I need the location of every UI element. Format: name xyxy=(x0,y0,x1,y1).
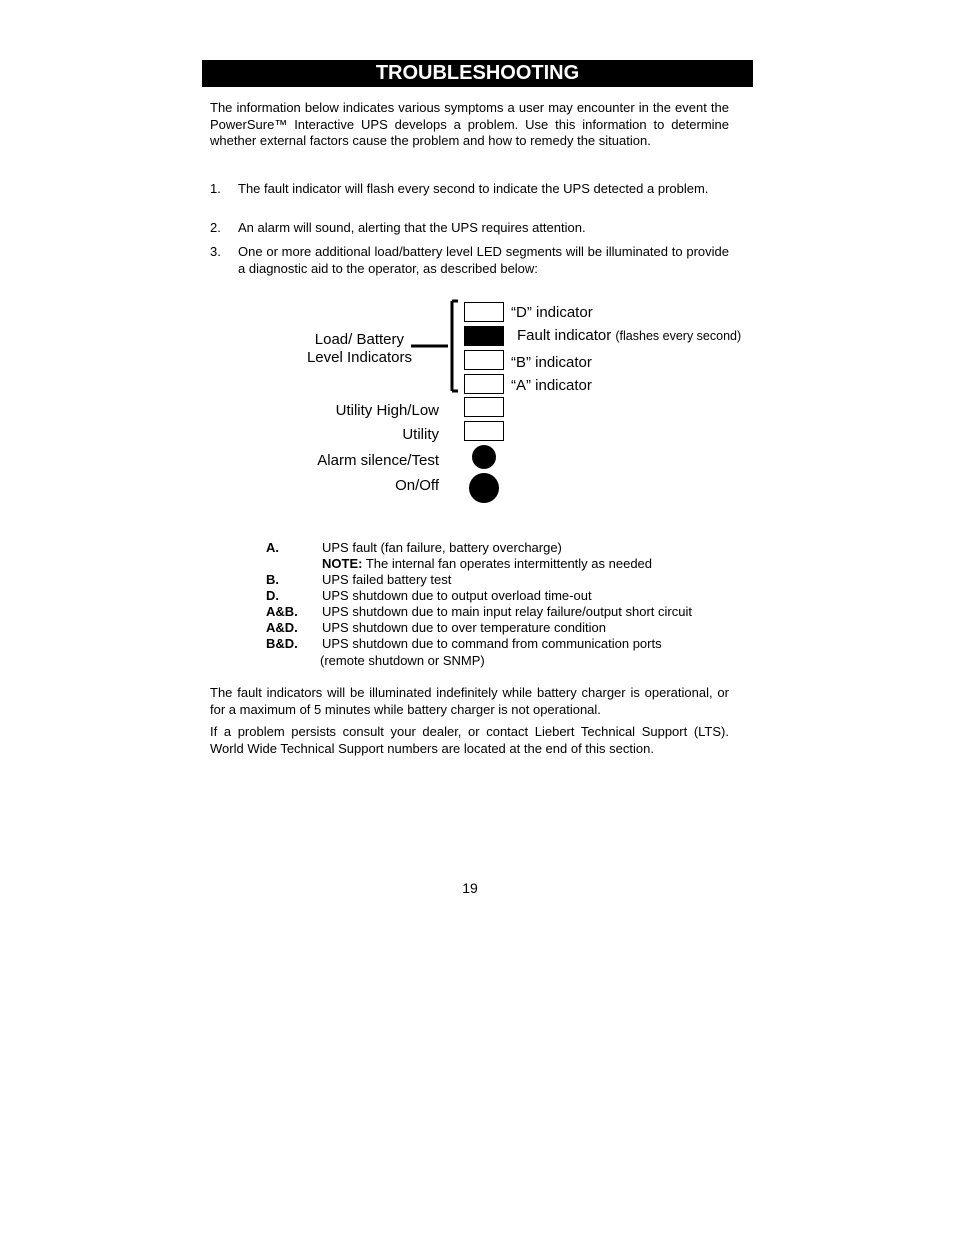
note-label: NOTE: xyxy=(322,556,363,571)
code-key: B. xyxy=(266,572,279,587)
group-label-line1: Load/ Battery xyxy=(314,331,404,348)
fault-indicator-text: Fault indicator xyxy=(517,327,612,344)
led-fault-indicator xyxy=(464,326,504,346)
led-d-indicator xyxy=(464,302,504,322)
code-value: UPS fault (fan failure, battery overcharge) xyxy=(322,540,562,555)
list-item xyxy=(210,220,729,237)
code-value: UPS shutdown due to main input relay failure/output short circuit xyxy=(322,604,692,619)
a-indicator-label: “A” indicator xyxy=(511,377,592,394)
bracket-connector xyxy=(408,298,464,394)
code-value: (remote shutdown or SNMP) xyxy=(320,653,485,668)
d-indicator-label: “D” indicator xyxy=(511,304,593,321)
led-b-indicator xyxy=(464,350,504,370)
list-text: One or more additional load/battery level LED segments will be illuminated to provide a diagnostic aid to the operator, as described below: xyxy=(238,244,729,276)
list-number: 3. xyxy=(210,244,221,259)
code-key: A&B. xyxy=(266,604,298,619)
utility-high-low-label: Utility High/Low xyxy=(335,402,439,419)
code-value: UPS shutdown due to command from communication ports xyxy=(322,636,662,651)
list-text: The fault indicator will flash every second to indicate the UPS detected a problem. xyxy=(238,181,709,196)
closing-paragraph-1: The fault indicators will be illuminated indefinitely while battery charger is operational, or for a maximum of 5 minutes while battery charger is not operational. xyxy=(210,685,729,717)
code-key: D. xyxy=(266,588,279,603)
fault-indicator-label xyxy=(517,327,741,344)
list-text: An alarm will sound, alerting that the UPS requires attention. xyxy=(238,220,586,235)
alarm-silence-button xyxy=(472,445,496,469)
page-number: 19 xyxy=(462,880,478,896)
code-key: A&D. xyxy=(266,620,298,635)
code-key: A. xyxy=(266,540,279,555)
list-item xyxy=(210,181,729,198)
code-key: B&D. xyxy=(266,636,298,651)
group-label-line2: Level Indicators xyxy=(306,349,412,366)
note-text: The internal fan operates intermittently as needed xyxy=(365,556,653,571)
alarm-silence-label: Alarm silence/Test xyxy=(317,452,439,469)
list-item xyxy=(210,244,729,277)
b-indicator-label: “B” indicator xyxy=(511,354,592,371)
on-off-label: On/Off xyxy=(395,477,439,494)
closing-paragraph-2: If a problem persists consult your dealer, or contact Liebert Technical Support (LTS). World Wide Technical Support numbers are located at the end of this section. xyxy=(210,724,729,756)
led-a-indicator xyxy=(464,374,504,394)
utility-label: Utility xyxy=(402,426,439,443)
on-off-button xyxy=(469,473,499,503)
page-title: TROUBLESHOOTING xyxy=(202,60,753,87)
intro-paragraph: The information below indicates various symptoms a user may encounter in the event the PowerSure™ Interactive UPS develops a problem. Use this information to determine whether external factors cause the problem and how to remedy the situation. xyxy=(210,100,729,148)
fault-indicator-note: (flashes every second) xyxy=(615,329,742,343)
led-utility xyxy=(464,421,504,441)
led-utility-high-low xyxy=(464,397,504,417)
list-number: 1. xyxy=(210,181,221,196)
list-number: 2. xyxy=(210,220,221,235)
code-value: UPS failed battery test xyxy=(322,572,452,587)
code-value: UPS shutdown due to output overload time-out xyxy=(322,588,592,603)
code-value: UPS shutdown due to over temperature condition xyxy=(322,620,607,635)
note-line xyxy=(322,556,652,572)
